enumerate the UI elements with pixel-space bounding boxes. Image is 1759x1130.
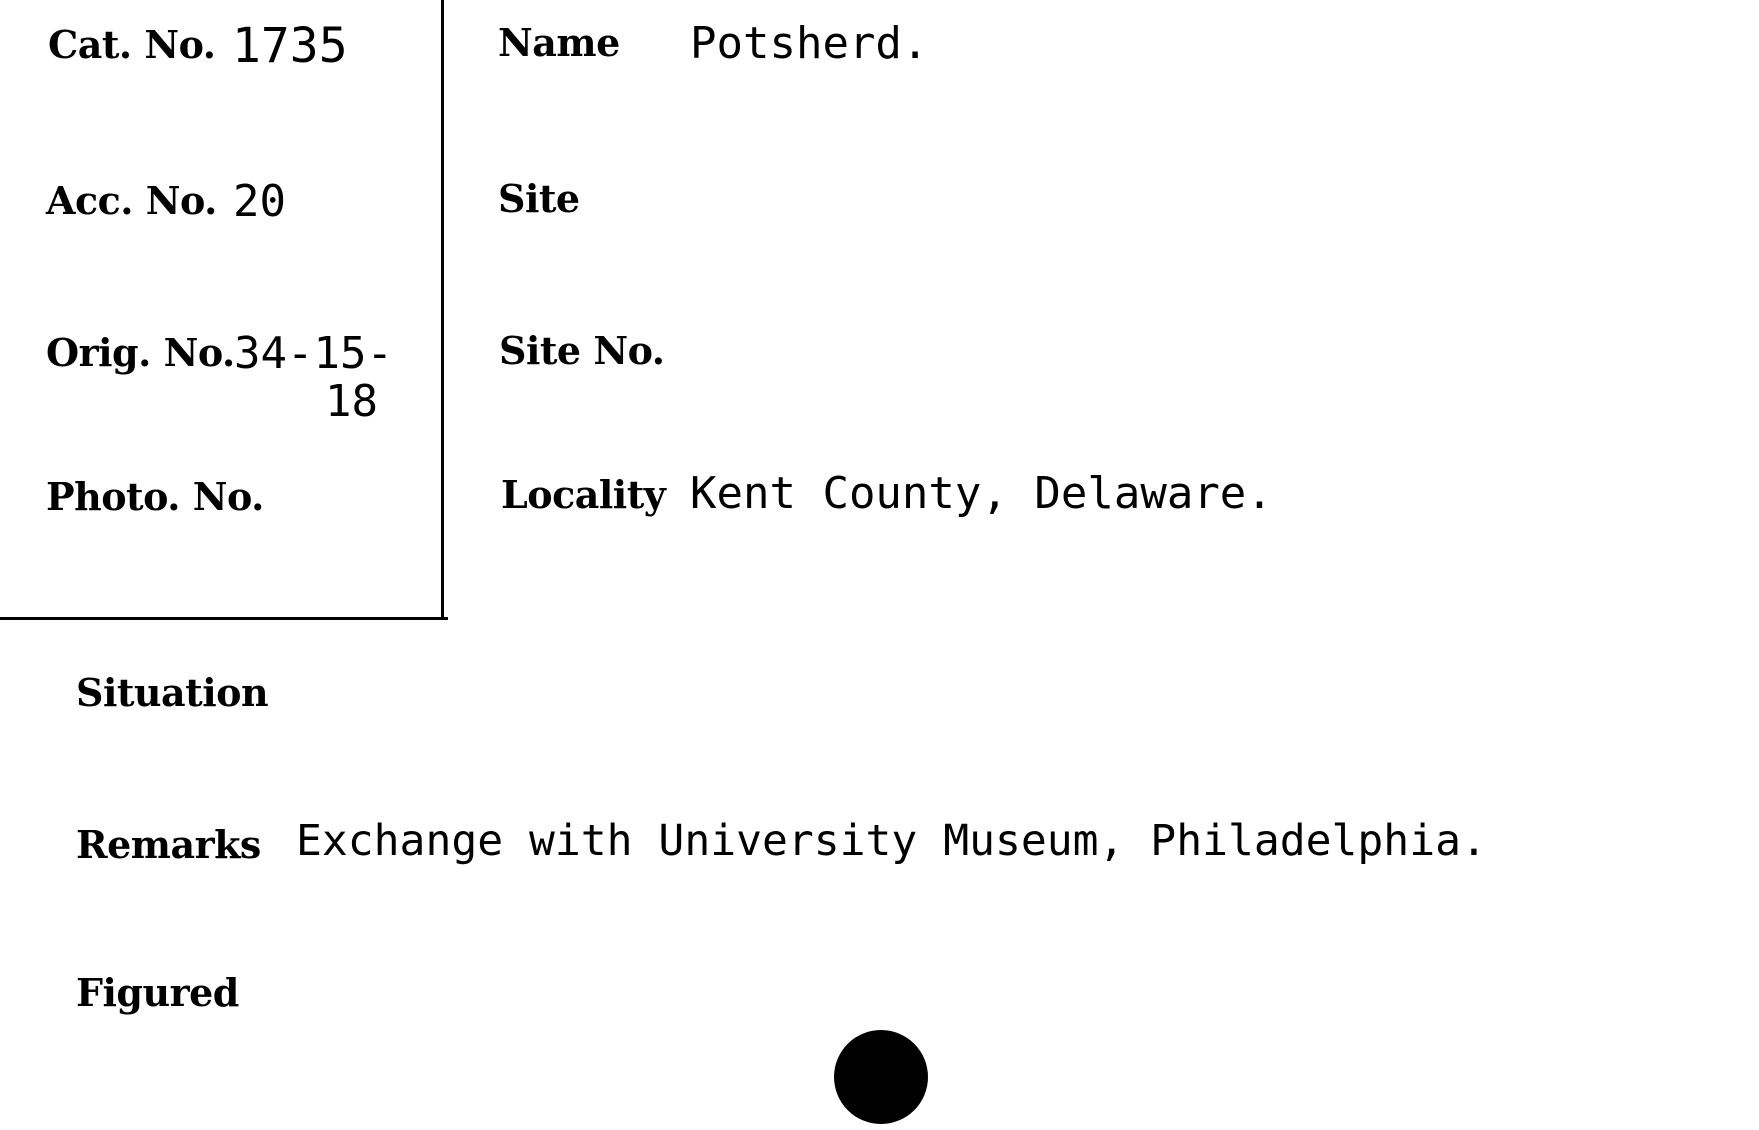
acc-no-value: 20 <box>233 176 286 227</box>
situation-label: Situation <box>76 670 269 715</box>
acc-no-label: Acc. No. <box>46 178 217 223</box>
site-no-label: Site No. <box>499 328 665 373</box>
punch-hole <box>834 1030 928 1124</box>
locality-label: Locality <box>501 472 666 517</box>
photo-no-label: Photo. No. <box>46 474 264 519</box>
cat-no-label: Cat. No. <box>48 22 216 67</box>
locality-value: Kent County, Delaware. <box>690 468 1273 519</box>
remarks-label: Remarks <box>76 822 261 867</box>
remarks-value: Exchange with University Museum, Philadelphia. <box>296 816 1487 866</box>
figured-label: Figured <box>76 970 239 1015</box>
orig-no-label: Orig. No. <box>46 330 235 375</box>
name-value: Potsherd. <box>690 18 929 69</box>
name-label: Name <box>498 20 620 65</box>
box-divider-horizontal <box>0 617 448 620</box>
box-divider-vertical <box>441 0 444 620</box>
orig-no-value-line2: 18 <box>325 376 378 427</box>
orig-no-value-line1: 34-15- <box>234 328 393 379</box>
site-label: Site <box>498 176 580 221</box>
cat-no-value: 1735 <box>232 18 348 74</box>
